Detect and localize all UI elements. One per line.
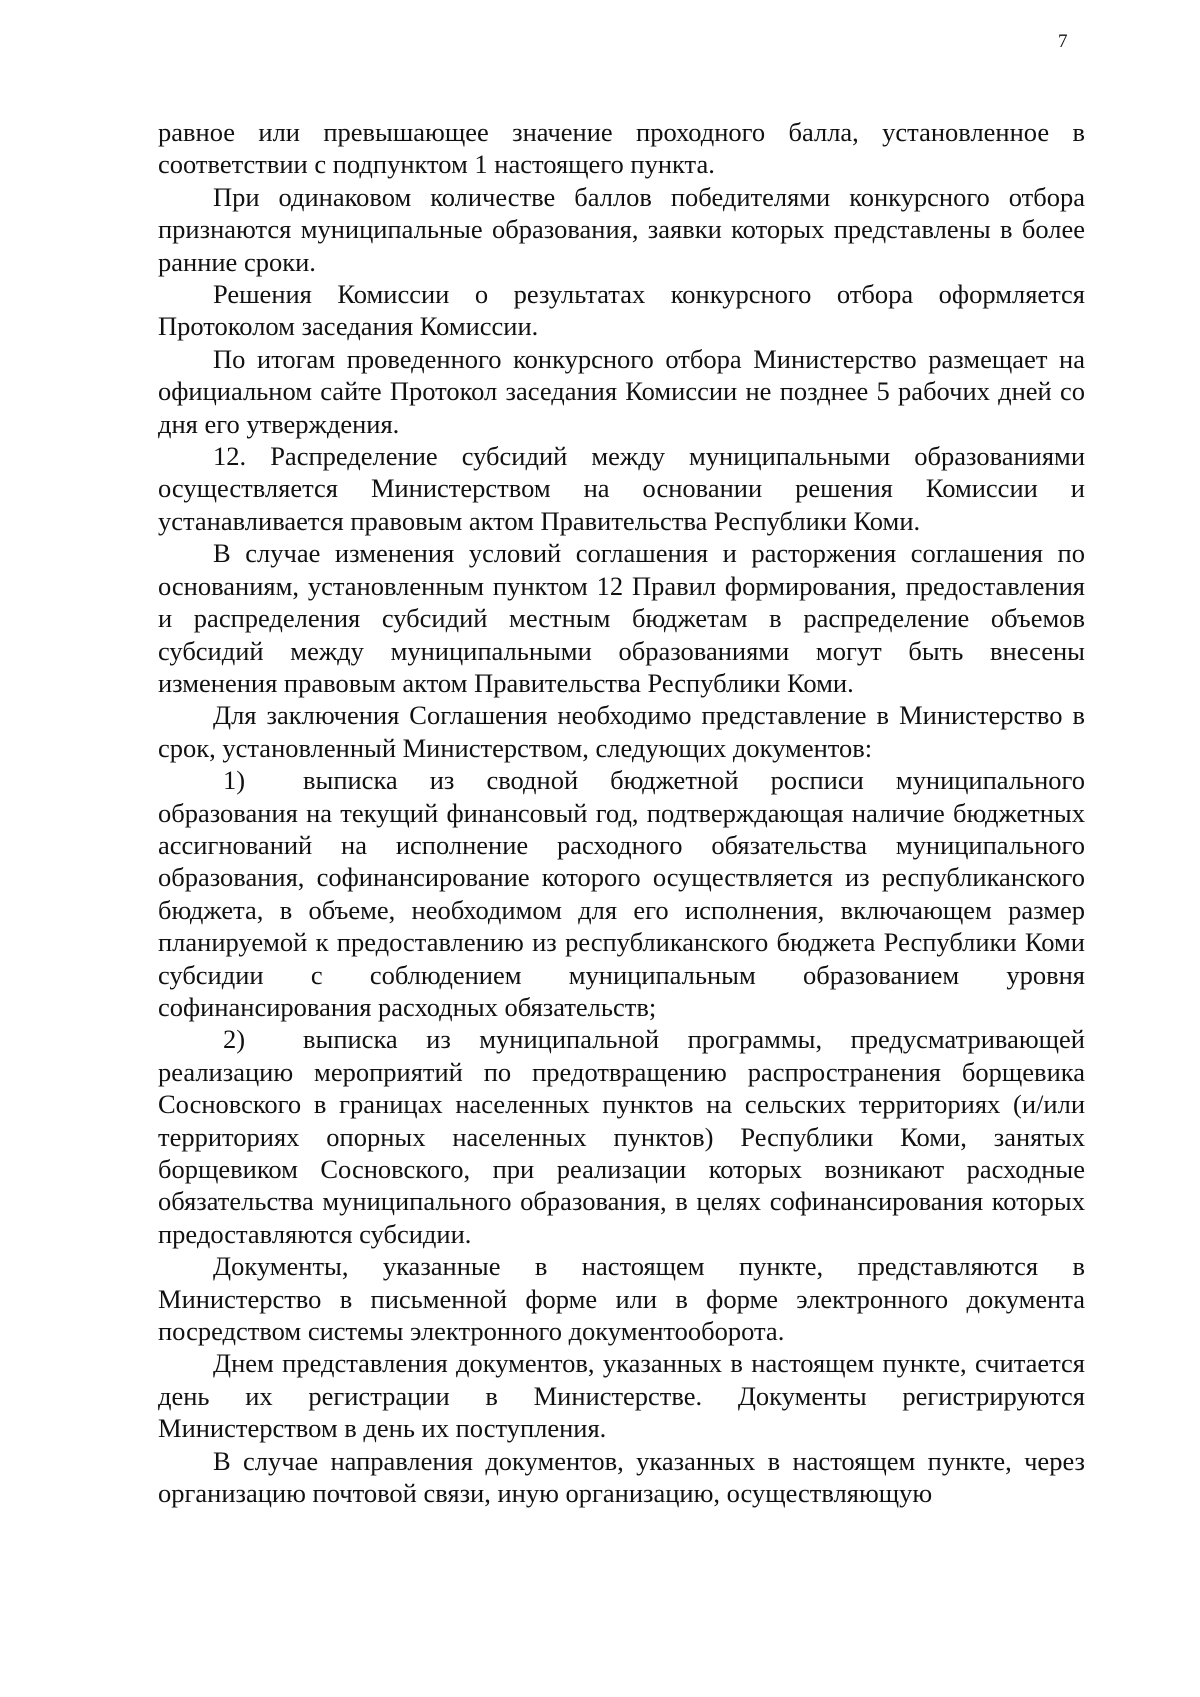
paragraph: При одинаковом количестве баллов победителями конкурсного отбора признаются муниципальные образования, заявки которых представлены в более ранние сроки. bbox=[158, 181, 1085, 277]
list-item-text: выписка из муниципальной программы, предусматривающей реализацию мероприятий по предотвращению распространения борщевика Сосновского в границах населенных пунктов на сельских территориях (и/или территориях опорных населенных пунктов) Республики Коми, занятых борщевиком Сосновского, при реализации которых возникают расходные обязательства муниципального образования, в целях софинансирования которых предоставляются субсидии. bbox=[158, 1024, 1085, 1249]
paragraph: 12. Распределение субсидий между муниципальными образованиями осуществляется Министерством на основании решения Комиссии и устанавливается правовым актом Правительства Республики Коми. bbox=[158, 441, 1085, 536]
paragraph: По итогам проведенного конкурсного отбора Министерство размещает на официальном сайте Протокол заседания Комиссии не позднее 5 рабочих дней со дня его утверждения. bbox=[158, 343, 1085, 439]
paragraph: Документы, указанные в настоящем пункте, представляются в Министерство в письменной форме или в форме электронного документа посредством системы электронного документооборота. bbox=[158, 1251, 1085, 1347]
list-item bbox=[158, 1023, 1085, 1250]
paragraph: Для заключения Соглашения необходимо представление в Министерство в срок, установленный Министерством, следующих документов: bbox=[158, 700, 1085, 763]
list-item-text: выписка из сводной бюджетной росписи муниципального образования на текущий финансовый год, подтверждающая наличие бюджетных ассигнований на исполнение расходного обязательства муниципального образования, софинансирование которого осуществляется из республиканского бюджета, в объеме, необходимом для его исполнения, включающем размер планируемой к предоставлению из республиканского бюджета Республики Коми субсидии с соблюдением муниципальным образованием уровня софинансирования расходных обязательств; bbox=[158, 765, 1085, 1022]
paragraph: равное или превышающее значение проходного балла, установленное в соответствии с подпунктом 1 настоящего пункта. bbox=[158, 117, 1085, 180]
paragraph: В случае направления документов, указанных в настоящем пункте, через организацию почтовой связи, иную организацию, осуществляющую bbox=[158, 1445, 1085, 1509]
paragraph: Днем представления документов, указанных в настоящем пункте, считается день их регистрации в Министерстве. Документы регистрируются Министерством в день их поступления. bbox=[158, 1348, 1085, 1444]
paragraph: Решения Комиссии о результатах конкурсного отбора оформляется Протоколом заседания Комиссии. bbox=[158, 279, 1085, 342]
page-number: 7 bbox=[1058, 31, 1068, 52]
list-item bbox=[158, 764, 1085, 1023]
list-item-number: 1) bbox=[223, 765, 246, 796]
list-item-number: 2) bbox=[223, 1024, 246, 1055]
document-body bbox=[158, 116, 1085, 1509]
paragraph: В случае изменения условий соглашения и расторжения соглашения по основаниям, установленным пунктом 12 Правил формирования, предоставления и распределения субсидий местным бюджетам в распределение объемов субсидий между муниципальными образованиями могут быть внесены изменения правовым актом Правительства Республики Коми. bbox=[158, 538, 1085, 698]
